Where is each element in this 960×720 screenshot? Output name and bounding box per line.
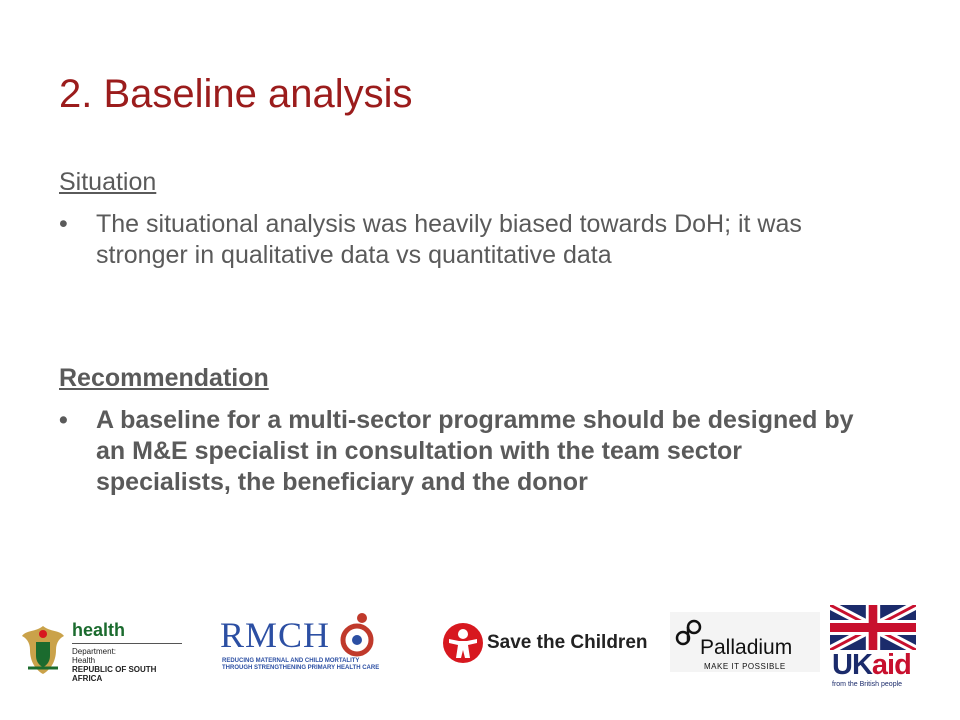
rmch-logo — [220, 608, 380, 678]
doh-line1: Department: — [72, 647, 117, 656]
palladium-logo — [670, 612, 820, 672]
save-the-children-logo — [443, 622, 648, 666]
bullet-marker: • — [59, 210, 68, 238]
save-the-children-icon — [443, 622, 483, 664]
rmch-emblem-icon — [338, 610, 376, 662]
doh-line3: REPUBLIC OF SOUTH AFRICA — [72, 665, 157, 683]
situation-bullet-text: The situational analysis was heavily biased towards DoH; it was stronger in qualitative data vs quantitative data — [96, 210, 802, 269]
situation-bullet — [59, 209, 879, 271]
doh-divider — [72, 643, 182, 644]
partner-logos — [0, 600, 960, 695]
ukaid-tagline: from the British people — [832, 681, 903, 688]
coat-of-arms-icon — [20, 624, 66, 676]
recommendation-heading: Recommendation — [59, 364, 269, 392]
doh-logo — [20, 620, 180, 683]
recommendation-bullet-text: A baseline for a multi-sector programme should be designed by an M&E specialist in consultation with the team sector specialists, the beneficiary and the donor — [96, 406, 854, 496]
rmch-tagline-2: THROUGH STRENGTHENING PRIMARY HEALTH CARE — [222, 665, 380, 671]
save-the-children-wordmark: Save the Children — [487, 632, 648, 653]
rmch-tagline-1: REDUCING MATERNAL AND CHILD MORTALITY — [222, 658, 360, 664]
rmch-wordmark: RMCH — [220, 615, 331, 655]
situation-heading: Situation — [59, 168, 157, 196]
ukaid-logo — [830, 605, 916, 690]
palladium-wordmark: Palladium — [700, 636, 793, 659]
recommendation-bullet — [59, 405, 879, 498]
palladium-tagline: MAKE IT POSSIBLE — [704, 662, 786, 671]
bullet-marker: • — [59, 406, 68, 434]
doh-line2: Health — [72, 656, 96, 665]
slide-title: 2. Baseline analysis — [59, 72, 413, 116]
rmch-tagline — [222, 658, 382, 672]
doh-health-label: health — [72, 620, 126, 640]
union-jack-icon — [830, 605, 916, 650]
ukaid-wordmark: UKaid — [832, 649, 911, 681]
